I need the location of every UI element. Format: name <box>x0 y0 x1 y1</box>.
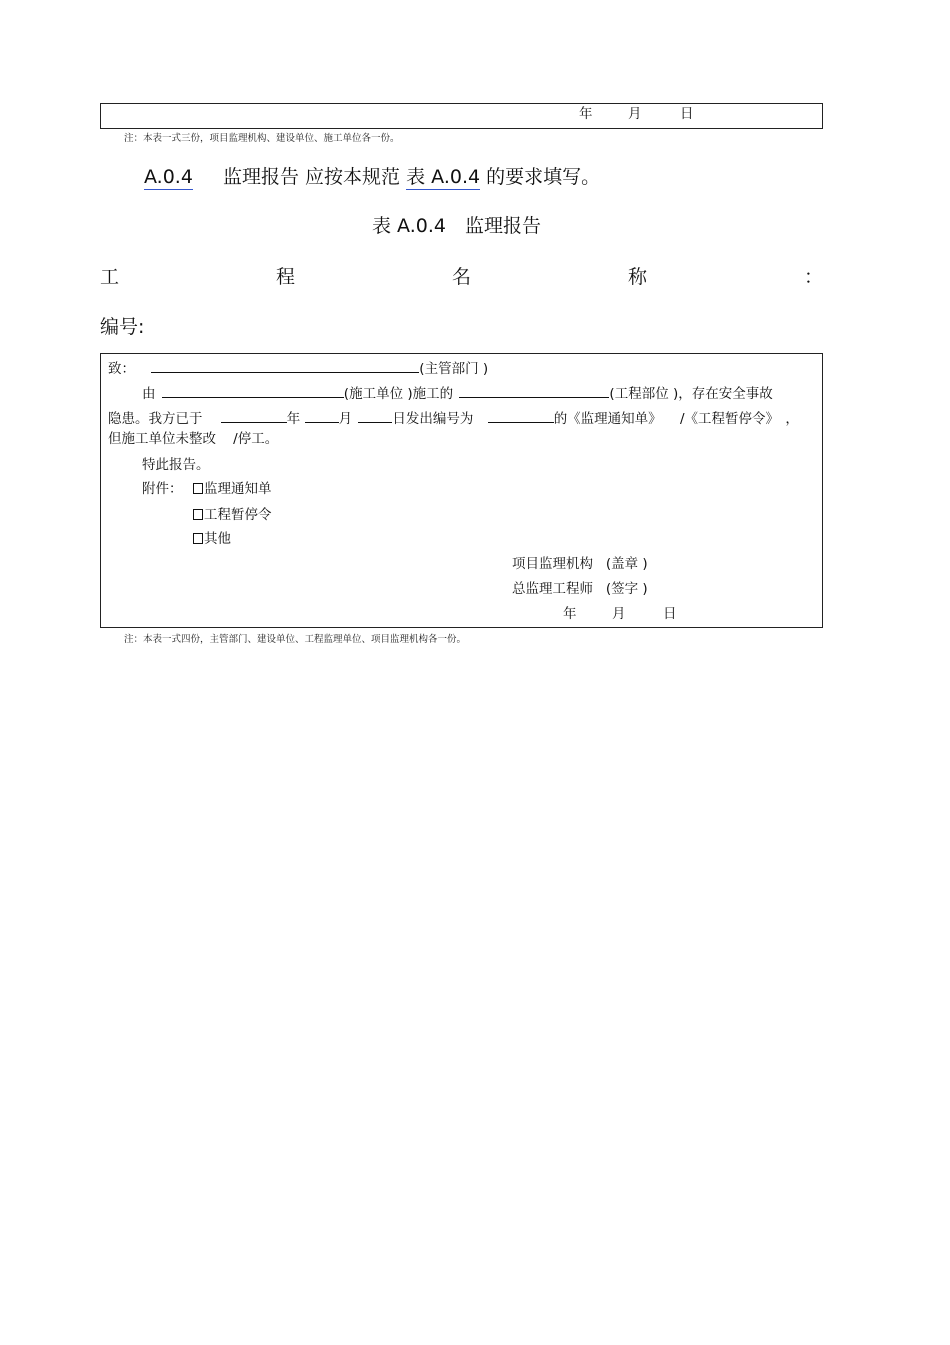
sign-month: 月 <box>612 606 626 622</box>
not-rectified-line: 但施工单位未整改 /停工。 <box>108 431 279 447</box>
project-name-char: 工 <box>100 266 120 288</box>
issue-month-label: 月 <box>338 411 353 427</box>
clause-number-link[interactable]: A.0.4 <box>144 166 193 188</box>
to-line <box>108 358 488 377</box>
issue-day-label: 日发出编号为 <box>392 411 474 427</box>
supervision-org-label: 项目监理机构 (盖章 ) <box>512 556 648 572</box>
attachment-other-label: 其他 <box>204 531 231 547</box>
attachment-other[interactable] <box>193 533 231 547</box>
stop-order-name: /《工程暂停令》 <box>679 411 780 427</box>
authority-blank[interactable] <box>151 358 419 373</box>
by-line <box>142 383 773 402</box>
attachment-notice-label: 监理通知单 <box>204 481 272 497</box>
form-caption: 表 A.0.4 监理报告 <box>372 215 541 237</box>
construction-unit-blank[interactable] <box>162 383 344 398</box>
project-name-char: 名 <box>451 266 471 288</box>
attachment-label: 附件： <box>142 481 183 497</box>
issue-month-blank[interactable] <box>305 408 339 423</box>
previous-form-month: 月 <box>628 106 642 122</box>
previous-form-day: 日 <box>680 106 694 122</box>
checkbox-other[interactable] <box>193 533 203 544</box>
project-name-row <box>100 268 823 287</box>
checkbox-stop-order[interactable] <box>193 509 203 520</box>
attachment-stop-order[interactable] <box>193 509 272 523</box>
issue-date-line <box>108 408 799 427</box>
previous-form-note: 注：本表一式三份，项目监理机构、建设单位、施工单位各一份。 <box>124 133 400 144</box>
sign-year: 年 <box>563 606 577 622</box>
issue-year-label: 年 <box>286 411 301 427</box>
form-note: 注：本表一式四份，主管部门、建设单位、工程监理单位、项目监理机构各一份。 <box>124 634 467 645</box>
project-name-colon: ： <box>803 266 823 288</box>
issue-year-blank[interactable] <box>221 408 287 423</box>
notice-names: 的《监理通知单》 <box>553 411 662 427</box>
clause-text-2: 的要求填写。 <box>486 166 601 188</box>
project-name-char: 称 <box>627 266 647 288</box>
authority-suffix: (主管部门 ) <box>419 361 489 377</box>
attachment-stop-order-label: 工程暂停令 <box>204 507 272 523</box>
line3-comma: ， <box>785 411 799 427</box>
notice-number-blank[interactable] <box>488 408 554 423</box>
to-label: 致： <box>108 361 135 377</box>
clause-text-1: 监理报告 应按本规范 <box>223 166 401 188</box>
issue-day-blank[interactable] <box>358 408 392 423</box>
checkbox-notice[interactable] <box>193 483 203 494</box>
table-reference-link[interactable]: 表 A.0.4 <box>406 166 481 188</box>
project-part-suffix: (工程部位 )，存在安全事故 <box>609 386 773 402</box>
attachment-notice[interactable] <box>193 483 272 497</box>
project-name-char: 程 <box>275 266 295 288</box>
chief-engineer-label: 总监理工程师 (签字 ) <box>512 581 648 597</box>
previous-form-footer-box <box>100 103 823 129</box>
previous-form-year: 年 <box>579 106 593 122</box>
sign-day: 日 <box>663 606 677 622</box>
report-text: 特此报告。 <box>142 457 210 473</box>
hazard-text: 隐患。我方已于 <box>108 411 203 427</box>
project-part-blank[interactable] <box>459 383 609 398</box>
section-clause <box>144 168 600 187</box>
construction-unit-suffix: (施工单位 )施工的 <box>343 386 454 402</box>
by-prefix: 由 <box>142 386 156 402</box>
serial-number-label: 编号: <box>100 316 145 338</box>
